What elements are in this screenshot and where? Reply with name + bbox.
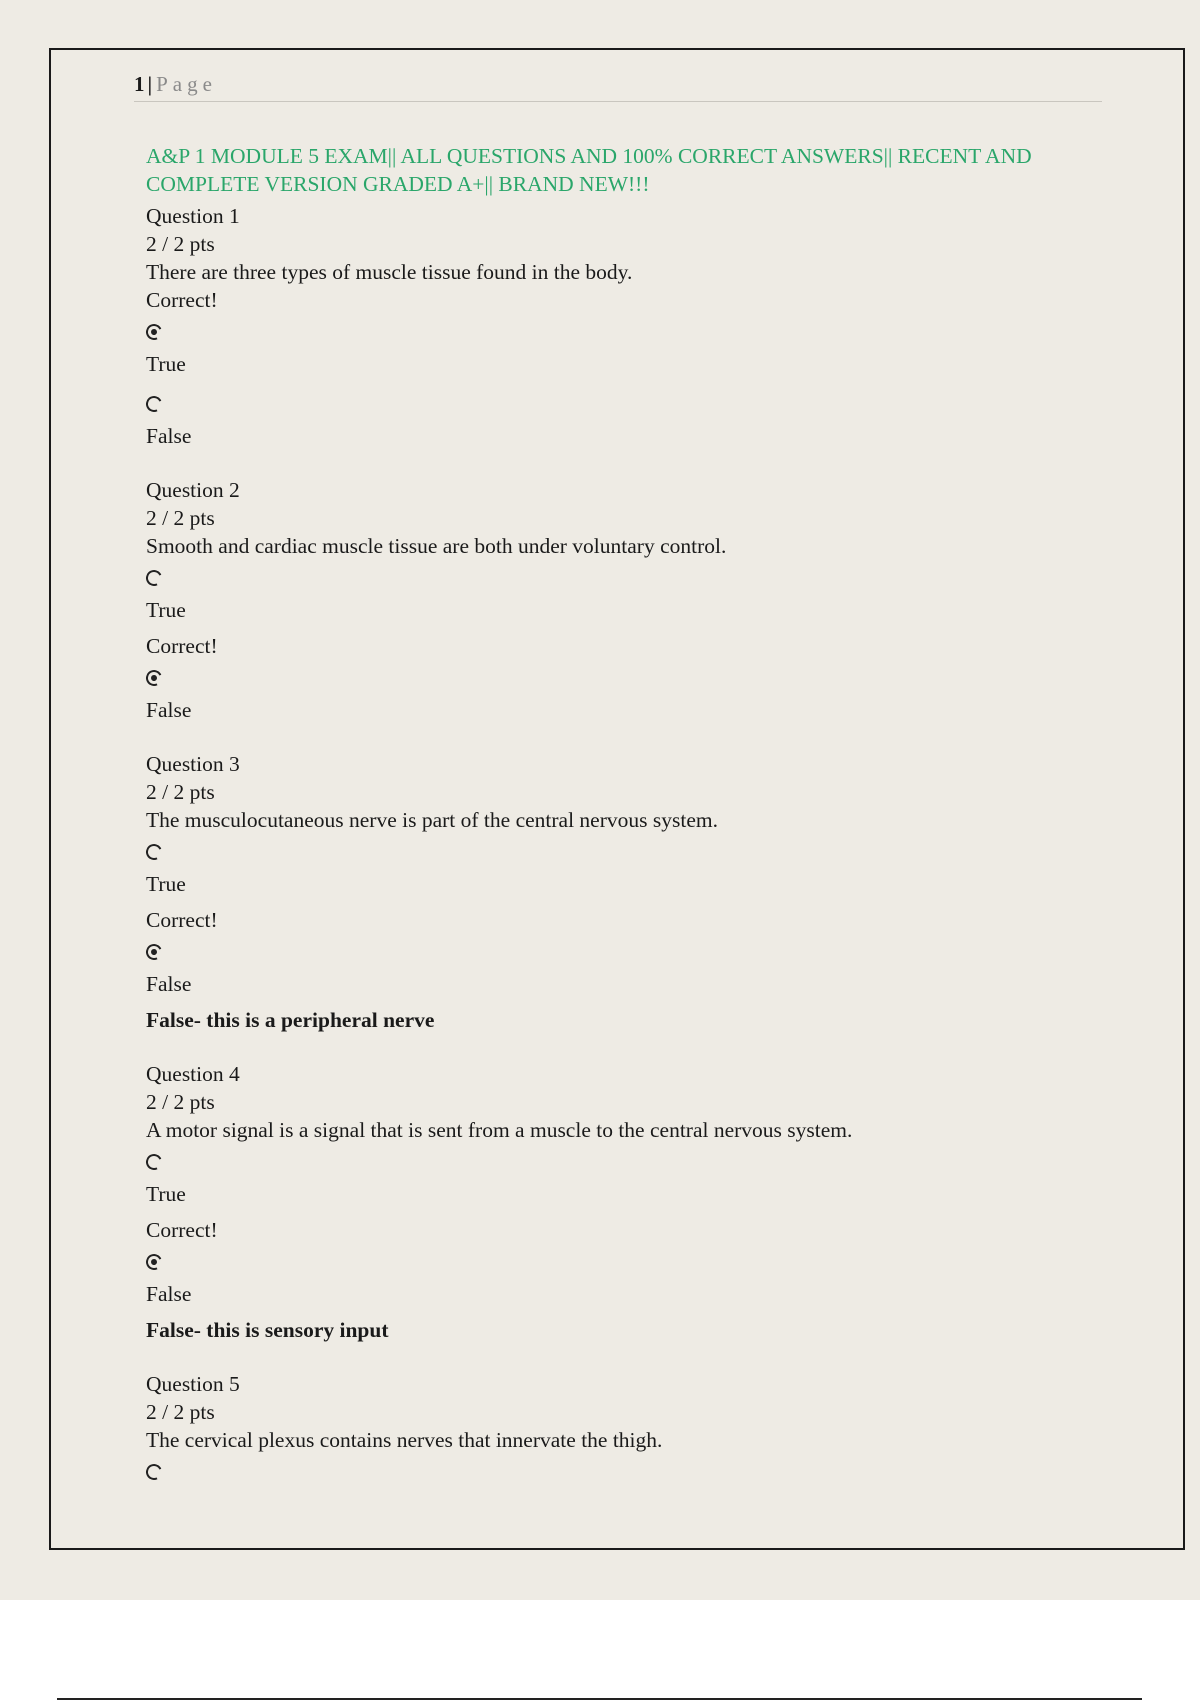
question-points: 2 / 2 pts bbox=[146, 1400, 215, 1424]
answer-option-label: True bbox=[146, 352, 186, 376]
answer-option-label: True bbox=[146, 598, 186, 622]
question-label: Question 4 bbox=[146, 1062, 240, 1086]
question-points: 2 / 2 pts bbox=[146, 506, 215, 530]
question-text: Smooth and cardiac muscle tissue are both under voluntary control. bbox=[146, 534, 727, 558]
answer-option-label: False bbox=[146, 698, 192, 722]
radio-selected-icon[interactable] bbox=[144, 668, 165, 689]
correct-marker: Correct! bbox=[146, 908, 218, 932]
radio-unselected-icon[interactable] bbox=[144, 568, 165, 589]
question-text: There are three types of muscle tissue found in the body. bbox=[146, 260, 633, 284]
question-block bbox=[146, 1060, 1106, 1344]
question-text: The musculocutaneous nerve is part of the central nervous system. bbox=[146, 808, 718, 832]
page-word: Page bbox=[156, 72, 217, 96]
question-label: Question 2 bbox=[146, 478, 240, 502]
answer-radio-row bbox=[146, 314, 1106, 350]
answer-option-label: False bbox=[146, 972, 192, 996]
answer-radio-row bbox=[146, 1454, 1106, 1490]
radio-unselected-icon[interactable] bbox=[144, 1152, 165, 1173]
question-text: A motor signal is a signal that is sent from a muscle to the central nervous system. bbox=[146, 1118, 853, 1142]
correct-marker: Correct! bbox=[146, 288, 218, 312]
answer-option-label: True bbox=[146, 1182, 186, 1206]
question-label: Question 3 bbox=[146, 752, 240, 776]
answer-radio-row bbox=[146, 660, 1106, 696]
question-points: 2 / 2 pts bbox=[146, 780, 215, 804]
answer-radio-row bbox=[146, 834, 1106, 870]
question-list bbox=[146, 202, 1106, 1490]
radio-unselected-icon[interactable] bbox=[144, 1462, 165, 1483]
answer-radio-row bbox=[146, 934, 1106, 970]
question-text: The cervical plexus contains nerves that innervate the thigh. bbox=[146, 1428, 663, 1452]
radio-unselected-icon[interactable] bbox=[144, 842, 165, 863]
answer-explanation: False- this is a peripheral nerve bbox=[146, 1008, 435, 1032]
answer-option-label: False bbox=[146, 424, 192, 448]
question-block bbox=[146, 202, 1106, 450]
radio-unselected-icon[interactable] bbox=[144, 394, 165, 415]
answer-option-label: False bbox=[146, 1282, 192, 1306]
radio-selected-icon[interactable] bbox=[144, 322, 165, 343]
question-label: Question 1 bbox=[146, 204, 240, 228]
correct-marker: Correct! bbox=[146, 634, 218, 658]
answer-radio-row bbox=[146, 1144, 1106, 1180]
answer-radio-row bbox=[146, 386, 1106, 422]
question-points: 2 / 2 pts bbox=[146, 1090, 215, 1114]
answer-explanation: False- this is sensory input bbox=[146, 1318, 389, 1342]
question-label: Question 5 bbox=[146, 1372, 240, 1396]
page-number: 1 bbox=[134, 72, 145, 96]
question-block bbox=[146, 1370, 1106, 1490]
question-block bbox=[146, 476, 1106, 724]
correct-marker: Correct! bbox=[146, 1218, 218, 1242]
question-points: 2 / 2 pts bbox=[146, 232, 215, 256]
answer-radio-row bbox=[146, 1244, 1106, 1280]
document-title: A&P 1 MODULE 5 EXAM|| ALL QUESTIONS AND 100% CORRECT ANSWERS|| RECENT AND COMPLETE VERSION GRADED A+|| BRAND NEW!!! bbox=[146, 144, 1032, 196]
document-content bbox=[146, 142, 1106, 1516]
page-separator: | bbox=[147, 72, 153, 96]
question-block bbox=[146, 750, 1106, 1034]
answer-option-label: True bbox=[146, 872, 186, 896]
radio-selected-icon[interactable] bbox=[144, 942, 165, 963]
radio-selected-icon[interactable] bbox=[144, 1252, 165, 1273]
page-header bbox=[134, 70, 1102, 102]
answer-radio-row bbox=[146, 560, 1106, 596]
